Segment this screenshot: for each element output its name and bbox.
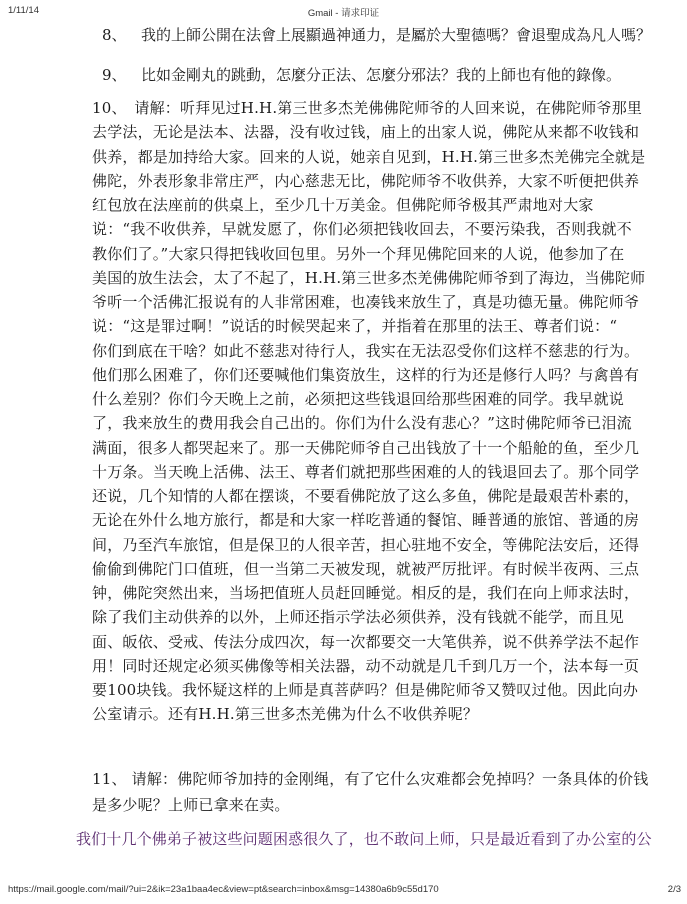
paragraph-line: 用！同时还规定必须买佛像等相关法器，动不动就是几千到几万一个，法本每一页: [92, 656, 640, 675]
paragraph-line: 11、 请解：佛陀师爷加持的金刚绳，有了它什么灾难都会免掉吗？一条具体的价钱: [92, 770, 649, 788]
question-9: [102, 64, 662, 86]
print-url: https://mail.google.com/mail/?ui=2&ik=23a1baa4ec&view=pt&search=inbox&msg=14380a6b9c55d170: [8, 884, 439, 895]
paragraph-line: 说：“我不收供养，早就发愿了，你们必须把钱收回去，不要污染我，否则我就不: [92, 220, 632, 239]
paragraph-line: 10、 请解：听拜见过H.H.第三世多杰羌佛佛陀师爷的人回来说，在佛陀师爷那里: [92, 99, 643, 117]
print-date: 1/11/14: [8, 5, 39, 16]
question-number: 8、: [102, 26, 127, 44]
paragraph-line: 去学法，无论是法本、法器，没有收过钱，庙上的出家人说，佛陀从来都不收钱和: [92, 123, 640, 142]
closing-paragraph: 我们十几个佛弟子被这些问题困惑很久了，也不敢问上师，只是最近看到了办公室的公: [76, 830, 652, 848]
paragraph-line: 什么差别？你们今天晚上之前，必须把这些钱退回给那些困难的同学。我早就说: [92, 390, 625, 408]
paragraph-line: 佛陀，外表形象非常庄严，内心慈悲无比，佛陀师爷不收供养，大家不听便把供养: [92, 171, 640, 190]
print-header: [0, 5, 687, 19]
paragraph-line: 爷听一个活佛汇报说有的人非常困难，也凑钱来放生了，真是功德无量。佛陀师爷: [92, 293, 640, 311]
question-8: [102, 24, 662, 46]
paragraph-line: 无论在外什么地方旅行，都是和大家一样吃普通的餐馆、睡普通的旅馆、普通的房: [92, 511, 640, 530]
paragraph-line: 除了我们主动供养的以外，上师还指示学法必须供养，没有钱就不能学，而且见: [92, 608, 625, 627]
paragraph-line: 偷偷到佛陀门口值班，但一当第二天被发现，就被严厉批评。有时候半夜两、三点: [92, 559, 640, 578]
paragraph-line: 你们到底在干啥？如此不慈悲对待行人，我实在无法忍受你们这样不慈悲的行为。: [92, 341, 640, 360]
paragraph-line: 公室请示。还有H.H.第三世多杰羌佛为什么不收供养呢？: [92, 705, 479, 724]
question-11: [92, 766, 658, 818]
paragraph-line: 教你们了。”大家只得把钱收回包里。另外一个拜见佛陀回来的人说，他参加了在: [92, 244, 625, 263]
paragraph-line: 间，乃至汽车旅馆，但是保卫的人很辛苦，担心驻地不安全，等佛陀法安后，还得: [92, 535, 640, 554]
question-10: [92, 96, 658, 727]
print-title: Gmail - 请求印证: [307, 8, 380, 19]
print-footer: [0, 884, 687, 898]
question-number: 9、: [102, 66, 127, 84]
paragraph-line: 钟，佛陀突然出来，当场把值班人员赶回睡觉。相反的是，我们在向上师求法时，: [92, 584, 640, 602]
paragraph-line: 美国的放生法会，太了不起了，H.H.第三世多杰羌佛佛陀师爷到了海边，当佛陀师: [92, 268, 646, 287]
page-number: 2/3: [667, 884, 681, 895]
paragraph-line: 要100块钱。我怀疑这样的上师是真菩萨吗？但是佛陀师爷又赞叹过他。因此向办: [92, 681, 639, 699]
paragraph-line: 还说，几个知情的人都在摆谈，不要看佛陀放了这么多鱼，佛陀是最艰苦朴素的，: [92, 487, 640, 505]
paragraph-line: 供养，都是加持给大家。回来的人说，她亲自见到，H.H.第三世多杰羌佛完全就是: [92, 147, 646, 166]
paragraph-line: 是多少呢？上师已拿来在卖。: [92, 796, 290, 814]
paragraph-line: 面、皈依、受戒、传法分成四次，每一次都要交一大笔供养，说不供养学法不起作: [92, 632, 640, 651]
paragraph-line: 说：“这是罪过啊！”说话的时候哭起来了，并指着在那里的法王、尊者们说：“: [92, 317, 618, 336]
paragraph-line: 十万条。当天晚上活佛、法王、尊者们就把那些困难的人的钱退回去了。那个同学: [92, 462, 640, 481]
paragraph-line: 满面，很多人都哭起来了。那一天佛陀师爷自己出钱放了十一个船舱的鱼，至少几: [92, 438, 640, 457]
question-text: 比如金剛丸的跳動，怎麼分正法、怎麼分邪法？我的上師也有他的錄像。: [141, 66, 622, 84]
paragraph-line: 了，我来放生的费用我会自己出的。你们为什么没有悲心？”这时佛陀师爷已泪流: [92, 414, 632, 433]
paragraph-line: 红包放在法座前的供桌上，至少几十万美金。但佛陀师爷极其严肃地对大家: [92, 196, 594, 214]
question-text: 我的上師公開在法會上展顯過神通力，是屬於大聖德嗎？會退聖成為凡人嗎？: [141, 26, 652, 44]
paragraph-line: 他们那么困难了，你们还要喊他们集资放生，这样的行为还是修行人吗？与禽兽有: [92, 365, 640, 384]
